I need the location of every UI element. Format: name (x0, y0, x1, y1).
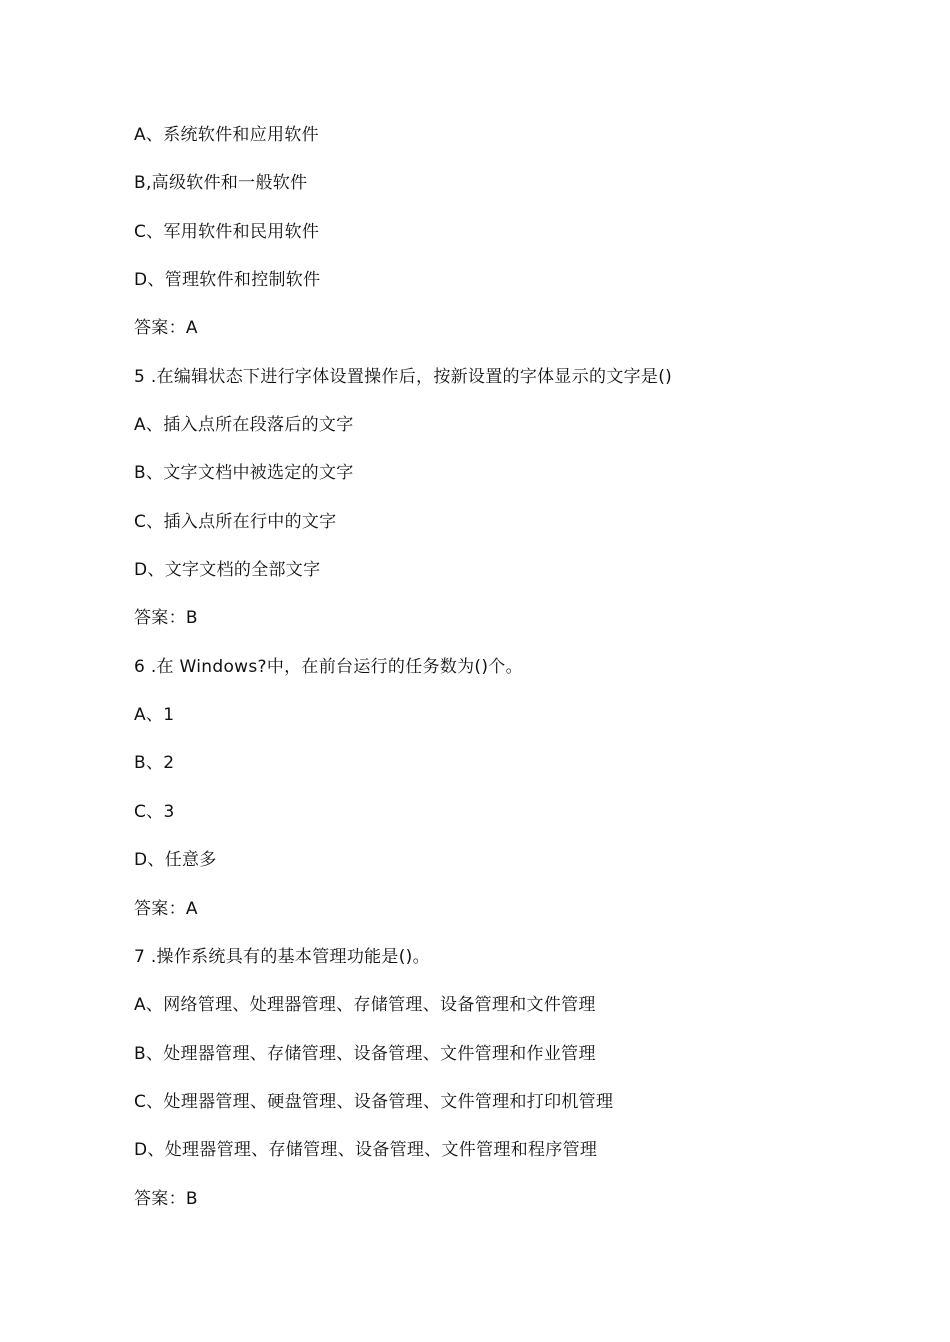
answer-q5: 答案：B (134, 608, 198, 629)
option-c-q6: C、3 (134, 801, 175, 822)
option-d-q4: D、管理软件和控制软件 (134, 270, 321, 291)
option-b-q6: B、2 (134, 753, 175, 774)
answer-q6: 答案：A (134, 898, 198, 919)
question-list (134, 121, 894, 1233)
question-5: 5 .在编辑状态下进行字体设置操作后，按新设置的字体显示的文字是() (134, 366, 673, 387)
option-c-q7: C、处理器管理、硬盘管理、设备管理、文件管理和打印机管理 (134, 1091, 614, 1112)
answer-q7: 答案：B (134, 1188, 198, 1209)
option-b-q4: B,高级软件和一般软件 (134, 173, 308, 194)
option-b-q5: B、文字文档中被选定的文字 (134, 463, 354, 484)
option-b-q7: B、处理器管理、存储管理、设备管理、文件管理和作业管理 (134, 1043, 596, 1064)
option-c-q4: C、军用软件和民用软件 (134, 221, 320, 242)
option-a-q7: A、网络管理、处理器管理、存储管理、设备管理和文件管理 (134, 995, 596, 1016)
option-a-q5: A、插入点所在段落后的文字 (134, 415, 354, 436)
option-d-q6: D、任意多 (134, 850, 217, 871)
option-c-q5: C、插入点所在行中的文字 (134, 511, 337, 532)
question-7: 7 .操作系统具有的基本管理功能是()。 (134, 946, 430, 967)
answer-q4: 答案：A (134, 318, 198, 339)
option-a-q6: A、1 (134, 705, 175, 726)
option-d-q5: D、文字文档的全部文字 (134, 560, 321, 581)
option-a-q4: A、系统软件和应用软件 (134, 125, 319, 145)
question-6: 6 .在 Windows?中，在前台运行的任务数为()个。 (134, 656, 523, 677)
option-d-q7: D、处理器管理、存储管理、设备管理、文件管理和程序管理 (134, 1140, 598, 1161)
